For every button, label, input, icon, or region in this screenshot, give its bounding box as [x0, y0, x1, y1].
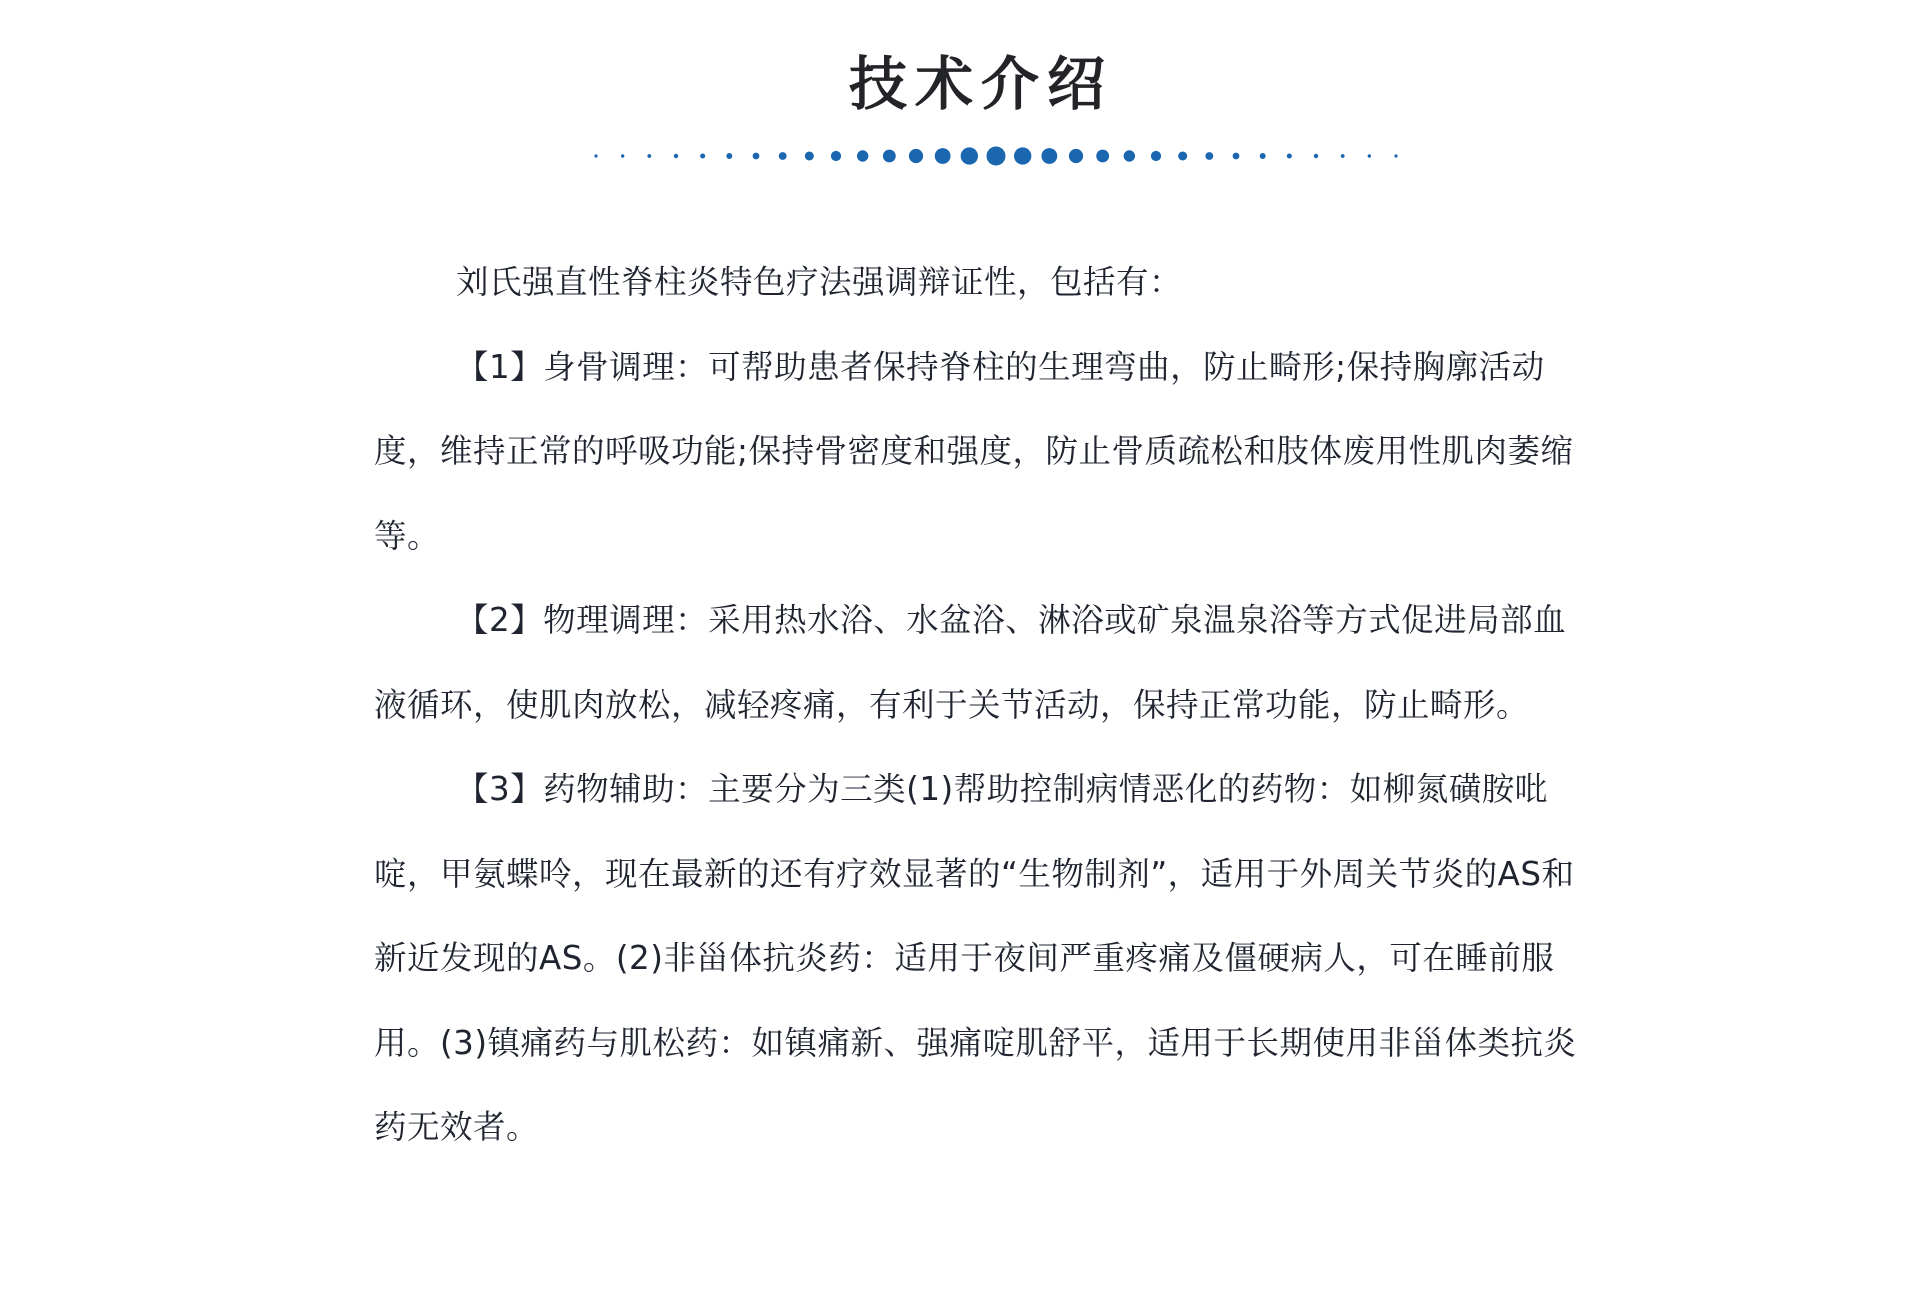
divider-dot — [1314, 154, 1318, 158]
paragraph-physical-conditioning: 【2】物理调理：采用热水浴、水盆浴、淋浴或矿泉温泉浴等方式促进局部血液循环，使肌肉放松，减轻疼痛，有利于关节活动，保持正常功能，防止畸形。 — [374, 601, 1567, 724]
divider-dot — [883, 150, 896, 163]
divider-dot — [753, 153, 760, 160]
divider-dot — [857, 150, 868, 161]
divider-dot — [909, 149, 923, 163]
divider-dot — [1041, 148, 1057, 164]
dotted-divider — [590, 138, 1402, 174]
divider-dot — [831, 151, 841, 161]
divider-dot — [1151, 151, 1161, 161]
paragraph-bone-conditioning: 【1】身骨调理：可帮助患者保持脊柱的生理弯曲，防止畸形;保持胸廓活动度，维持正常的呼吸功能;保持骨密度和强度，防止骨质疏松和肢体废用性肌肉萎缩等。 — [374, 347, 1574, 555]
divider-dot — [961, 147, 978, 164]
divider-dot — [1233, 153, 1240, 160]
page-title: 技术介绍 — [848, 50, 1113, 118]
divider-dot — [1394, 154, 1397, 157]
article-body — [374, 240, 1592, 1170]
divider-dot — [1178, 152, 1187, 161]
divider-dot — [647, 154, 651, 158]
divider-dot — [805, 152, 814, 161]
divider-dot — [621, 154, 624, 157]
divider-dot — [1014, 147, 1031, 164]
divider-dot — [1069, 149, 1083, 163]
divider-dot — [1124, 150, 1135, 161]
divider-dot — [935, 148, 951, 164]
divider-dot — [1205, 152, 1213, 160]
divider-dot — [1260, 153, 1266, 159]
divider-dot — [779, 152, 787, 160]
paragraph-medication: 【3】药物辅助：主要分为三类(1)帮助控制病情恶化的药物：如柳氮磺胺吡啶，甲氨蝶呤，现在最新的还有疗效显著的“生物制剂”，适用于外周关节炎的AS和新近发现的AS。(2)非甾体抗炎药：适用于夜间严重疼痛及僵硬病人，可在睡前服用。(3)镇痛药与肌松药：如镇痛新、强痛啶肌舒平，适用于长期使用非甾体类抗炎药无效者。 — [374, 770, 1577, 1146]
divider-dot — [1096, 150, 1109, 163]
divider-dot — [674, 154, 678, 158]
intro-paragraph: 刘氏强直性脊柱炎特色疗法强调辩证性，包括有： — [456, 263, 1183, 301]
divider-dot — [726, 153, 732, 159]
divider-dot — [1341, 154, 1345, 158]
divider-dot — [1287, 153, 1292, 158]
divider-dot — [700, 153, 705, 158]
divider-dot — [1368, 154, 1371, 157]
divider-dot — [987, 147, 1006, 166]
divider-dot — [594, 154, 597, 157]
